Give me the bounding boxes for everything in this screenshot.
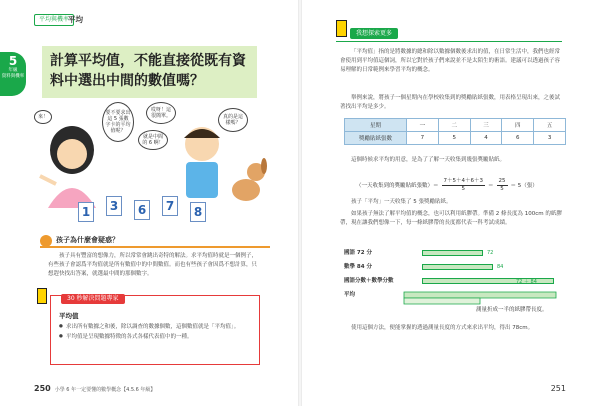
- speech-bubble-2: 要不要求出這 5 張數字卡的平均值呢？: [102, 102, 134, 142]
- bar-label-sum: 國語分數＋數學分數: [344, 278, 394, 284]
- expert-points: [59, 322, 255, 342]
- unit-label-top: 年級: [8, 68, 18, 73]
- paragraph-5: 如果孩子無法了解平均值的概念，也可以利用紙膠帶。準備 2 條長度為 100cm 的紙膠帶，現在讓我們想像一下，每一條紙膠帶的長度都代表一科考試成績。: [340, 211, 562, 226]
- girl-face-shape: [57, 139, 87, 169]
- average-label: 平均: [344, 292, 356, 298]
- paragraph-6: 使用這個方法，便能掌握的透過測量長度的方式來求出平均，得出 78cm。: [351, 325, 534, 331]
- table-row: [345, 132, 566, 145]
- right-page: [300, 0, 600, 406]
- expert-box: [50, 295, 260, 365]
- child-face-icon: [40, 235, 52, 247]
- section-text: 孩子具有豐富的想像力，所以常常會跳出奇特的解法。求平均值時就是一個例子，有些孩子會認爲平均值就是所有數值中的中間數值。而也有些孩子會因爲不想計算，只想趕快找出答案，就選最中間的那個數字。: [48, 253, 258, 277]
- average-formula: [356, 176, 566, 194]
- paragraph-2: 舉例來說，將孩子一個星期內在學校收集到的獎勵貼紙張數，用表格呈現出來，之後試著找出平均是多少。: [340, 95, 561, 110]
- sticker-table: [344, 118, 566, 145]
- fraction-denominator: 5: [500, 185, 504, 192]
- boy-shirt-shape: [186, 162, 218, 198]
- section-header: [40, 234, 270, 248]
- girl-arm-shape: [40, 176, 56, 184]
- table-cell: 二: [438, 119, 470, 132]
- number-card: 6: [134, 200, 150, 220]
- chinese-score-bar: [422, 250, 483, 256]
- cartoon-illustration: [34, 98, 274, 228]
- expert-badge: 30 秒解決問題專家: [61, 294, 125, 304]
- table-cell: 一: [407, 119, 439, 132]
- page-title: 計算平均值，不能直接從既有資料中選出中間的數值嗎？: [50, 53, 246, 89]
- number-card: 7: [162, 196, 178, 216]
- explore-header: [336, 28, 562, 42]
- unit-label-bottom: 資料與機率: [1, 74, 25, 79]
- expert-subtitle: 平均值: [59, 312, 79, 320]
- book-icon: [336, 20, 347, 37]
- dog-ear-shape: [261, 158, 267, 174]
- table-cell: 獎勵貼紙張數: [345, 132, 407, 145]
- list-item: ● 求出所有數據之和後，除以調查的數據個數，這個數值就是「平均值」。: [59, 322, 255, 332]
- number-card: 8: [190, 202, 206, 222]
- math-score-bar: [422, 264, 493, 270]
- table-cell: 四: [502, 119, 534, 132]
- average-note: 測量折成一半的紙膠帶長度。: [476, 307, 548, 313]
- bar-value: 72: [487, 250, 494, 256]
- bar-value: 72 ＋ 84: [516, 279, 537, 285]
- table-row: [345, 119, 566, 132]
- unit-tab: [0, 52, 26, 96]
- unit-number: 5: [8, 54, 18, 68]
- bar-label-math: 數學 84 分: [344, 264, 372, 270]
- formula-label: （一天收集到的獎勵貼紙張數）＝: [356, 183, 439, 189]
- category-title: 平均: [68, 15, 83, 24]
- explore-title: 我想探索更多: [350, 28, 398, 39]
- bar-label-chinese: 國語 72 分: [344, 250, 372, 256]
- table-cell: 星期: [345, 119, 407, 132]
- speech-bubble-4: 就是中間的 6 啊！: [138, 130, 168, 150]
- boy-hair-shape: [184, 129, 220, 138]
- fraction-denominator: 5: [461, 185, 466, 192]
- speech-bubble-5: 真的是這樣嗎？: [218, 108, 248, 132]
- dog-body-shape: [232, 179, 260, 201]
- page-number-left: 250: [34, 384, 51, 393]
- table-cell: 五: [534, 119, 566, 132]
- robot-icon: [37, 288, 47, 304]
- formula-result: ＝ 5（張）: [510, 183, 538, 189]
- table-cell: 6: [502, 132, 534, 145]
- paragraph-4: 孩子「平均」一天收集了 5 張獎勵貼紙。: [351, 199, 452, 205]
- paragraph-3: 這個時候求平均的用意，是為了了解一天收集到幾張獎勵貼紙。: [351, 157, 506, 163]
- left-footer: [34, 384, 155, 393]
- fraction-1: [442, 178, 486, 193]
- speech-bubble-3: 哎呀！這很簡單。: [146, 102, 176, 124]
- book-title: 小學 6 年一定要懂的數學概念【4.5.6 年級】: [54, 387, 156, 393]
- section-title: 孩子為什麼會疑惑？: [56, 236, 119, 244]
- table-cell: 3: [534, 132, 566, 145]
- number-card: 1: [78, 202, 94, 222]
- number-card: 3: [106, 196, 122, 216]
- title-box: [42, 46, 257, 98]
- category-tag: 平均與機率: [34, 14, 74, 26]
- speech-bubble-1: 來！: [34, 110, 52, 124]
- bar-value: 84: [497, 264, 504, 270]
- fraction-numerator: 7＋5＋4＋6＋3: [443, 177, 484, 184]
- fraction-numerator: 25: [498, 177, 506, 184]
- formula-equals: ＝: [488, 183, 494, 189]
- table-cell: 三: [470, 119, 502, 132]
- table-cell: 7: [407, 132, 439, 145]
- list-item: ● 平均值是呈現數據特徵的各式各樣代表值中的一種。: [59, 332, 255, 342]
- paragraph-1: 「平均值」指的是將數據的總和除以數據個數後求出的值，在日常生活中，我們也經常會使用到平均值這個詞，所以它對於孩子們來說並不是太陌生的術語。建議可以透過孩子容易理解的日常範例來學習平均的概念。: [340, 49, 561, 73]
- fraction-2: [497, 178, 508, 193]
- table-cell: 4: [470, 132, 502, 145]
- page-number-right: 251: [550, 384, 566, 393]
- table-cell: 5: [438, 132, 470, 145]
